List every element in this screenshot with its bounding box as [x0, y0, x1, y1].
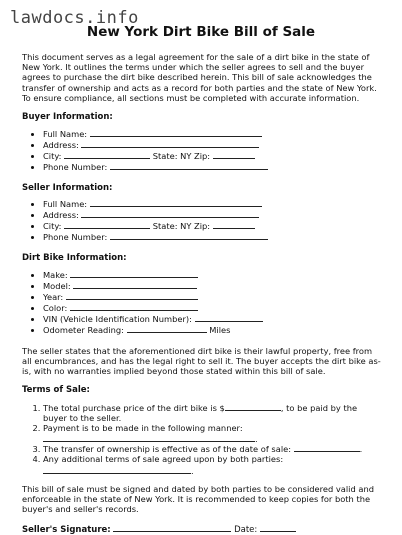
terms-item-payment: 2. Payment is to be made in the following manner: .: [43, 423, 382, 443]
bike-color-field[interactable]: [70, 302, 198, 311]
seller-full-name-row: [43, 198, 382, 209]
bike-year-field[interactable]: [66, 291, 198, 300]
bike-make-label: Make:: [43, 269, 68, 280]
seller-phone-label: Phone Number:: [43, 232, 108, 243]
seller-fields: [22, 198, 382, 242]
terms-list: [22, 402, 382, 475]
seller-address-label: Address:: [43, 210, 79, 221]
bike-make-field[interactable]: [70, 269, 198, 278]
signature-date-field[interactable]: [260, 523, 296, 532]
bike-odometer-unit: Miles: [209, 324, 231, 335]
buyer-phone-label: Phone Number:: [43, 161, 108, 172]
buyer-zip-field[interactable]: [213, 150, 255, 159]
buyer-address-field[interactable]: [81, 139, 259, 148]
seller-city-row: [43, 220, 382, 231]
bike-odometer-label: Odometer Reading:: [43, 324, 124, 335]
terms-payment-text: Payment is to be made in the following manner:: [43, 423, 243, 434]
seller-phone-row: [43, 231, 382, 242]
seller-state-zip-label: State: NY Zip:: [152, 221, 211, 232]
seller-full-name-label: Full Name:: [43, 199, 88, 210]
buyer-full-name-field[interactable]: [90, 128, 262, 137]
terms-price-text: The total purchase price of the dirt bike is $: [43, 402, 225, 413]
seller-signature-label: Seller's Signature:: [22, 525, 111, 535]
buyer-city-row: [43, 150, 382, 161]
bike-model-row: [43, 280, 382, 291]
terms-item-additional: [43, 454, 382, 474]
bike-year-row: [43, 291, 382, 302]
seller-heading: Seller Information:: [22, 182, 113, 193]
bike-vin-row: [43, 313, 382, 324]
seller-address-row: [43, 209, 382, 220]
buyer-address-row: [43, 139, 382, 150]
seller-city-field[interactable]: [64, 220, 150, 229]
seller-signature-field[interactable]: [113, 523, 231, 532]
seller-phone-field[interactable]: [110, 231, 268, 240]
intro-paragraph: This document serves as a legal agreement for the sale of a dirt bike in the state of New York. It outlines the terms under which the seller agrees to sell and the buyer agrees to purchase the dirt bike described herein. This bill of sale acknowledges the transfer of ownership and acts as a record for both parties and the state of New York. To ensure compliance, all sections must be completed with accurate information.: [22, 52, 377, 103]
seller-city-label: City:: [43, 221, 62, 232]
buyer-full-name-label: Full Name:: [43, 128, 88, 139]
buyer-state-zip-label: State: NY Zip:: [152, 150, 211, 161]
additional-terms-field[interactable]: [43, 465, 191, 474]
signature-date-label: Date:: [234, 525, 258, 535]
terms-additional-text: Any additional terms of sale agreed upon by both parties:: [43, 454, 284, 465]
purchase-price-field[interactable]: [225, 402, 281, 411]
buyer-heading: Buyer Information:: [22, 112, 113, 123]
terms-transfer-text-end: .: [359, 444, 363, 455]
bike-heading: Dirt Bike Information:: [22, 253, 127, 264]
bike-color-row: [43, 302, 382, 313]
bike-vin-label: VIN (Vehicle Identification Number):: [43, 313, 192, 324]
document-body: [22, 52, 382, 535]
bike-model-field[interactable]: [73, 280, 197, 289]
buyer-phone-row: [43, 161, 382, 172]
bike-make-row: [43, 269, 382, 280]
bike-model-label: Model:: [43, 280, 71, 291]
bike-vin-field[interactable]: [195, 313, 263, 322]
terms-item-transfer: [43, 443, 382, 454]
closing-paragraph: This bill of sale must be signed and dated by both parties to be considered valid and enforceable in the state of New York. It is recommended to keep copies for both the buyer's and seller's records.: [22, 483, 374, 515]
terms-item-price: [43, 402, 382, 423]
site-watermark: lawdocs.info: [10, 8, 139, 28]
terms-transfer-text: The transfer of ownership is effective as of the date of sale:: [43, 444, 292, 455]
payment-method-field[interactable]: [43, 433, 255, 442]
condition-paragraph: The seller states that the aforementioned dirt bike is their lawful property, free from all encumbrances, and has the legal right to sell it. The buyer accepts the dirt bike as-is, with no warranties implied beyond those stated within this bill of sale.: [22, 345, 381, 376]
bike-year-label: Year:: [43, 291, 64, 302]
bike-odometer-row: [43, 324, 382, 335]
buyer-city-field[interactable]: [64, 150, 150, 159]
terms-price-text-end: , to be paid by the buyer to the seller.: [43, 402, 358, 423]
document-title: New York Dirt Bike Bill of Sale: [86, 24, 316, 40]
buyer-phone-field[interactable]: [110, 161, 268, 170]
seller-address-field[interactable]: [81, 209, 259, 218]
seller-zip-field[interactable]: [213, 220, 255, 229]
buyer-address-label: Address:: [43, 139, 79, 150]
bike-fields: [22, 269, 382, 335]
bike-color-label: Color:: [43, 302, 68, 313]
buyer-city-label: City:: [43, 150, 62, 161]
buyer-full-name-row: [43, 128, 382, 139]
bike-odometer-field[interactable]: [127, 324, 207, 333]
signature-row: [22, 523, 382, 535]
terms-heading: Terms of Sale:: [22, 385, 90, 396]
terms-additional-text-end: .: [191, 465, 194, 476]
buyer-fields: [22, 128, 382, 172]
transfer-date-field[interactable]: [294, 443, 360, 452]
seller-full-name-field[interactable]: [90, 198, 262, 207]
